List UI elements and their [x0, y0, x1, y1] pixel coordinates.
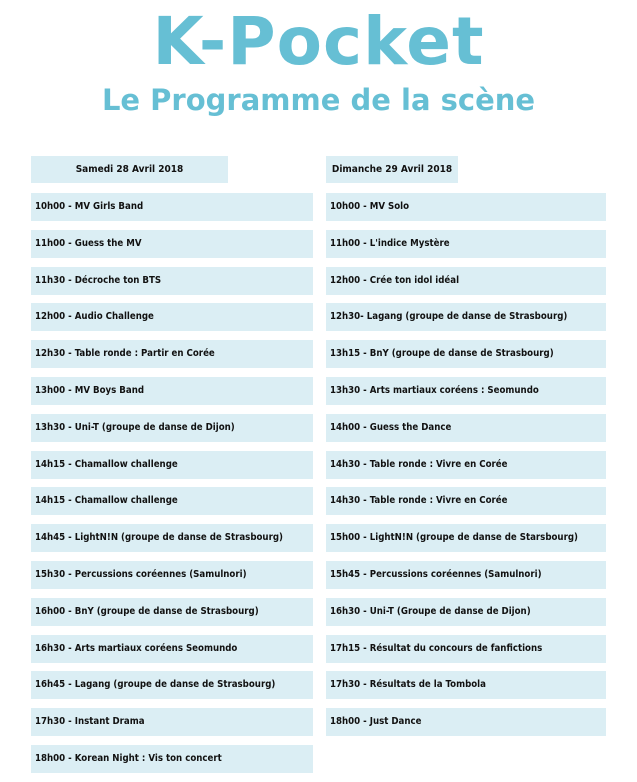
schedule-item: 16h00 - BnY (groupe de danse de Strasbourg) [31, 598, 313, 626]
schedule-item: 17h30 - Instant Drama [31, 708, 313, 736]
schedule-item: 15h45 - Percussions coréennes (Samulnori) [326, 561, 606, 589]
schedule-item: 18h00 - Korean Night : Vis ton concert [31, 745, 313, 773]
schedule-item: 14h15 - Chamallow challenge [31, 451, 313, 479]
schedule-item: 16h30 - Arts martiaux coréens Seomundo [31, 635, 313, 663]
saturday-column [31, 156, 313, 782]
schedule-item: 13h00 - MV Boys Band [31, 377, 313, 405]
schedule-item: 17h15 - Résultat du concours de fanfictions [326, 635, 606, 663]
schedule-item: 14h30 - Table ronde : Vivre en Corée [326, 487, 606, 515]
schedule-item: 16h30 - Uni-T (Groupe de danse de Dijon) [326, 598, 606, 626]
schedule-item: 13h30 - Arts martiaux coréens : Seomundo [326, 377, 606, 405]
page-subtitle: Le Programme de la scène [101, 83, 536, 117]
schedule-item: 14h00 - Guess the Dance [326, 414, 606, 442]
schedule-item: 13h30 - Uni-T (groupe de danse de Dijon) [31, 414, 313, 442]
schedule-item: 17h30 - Résultats de la Tombola [326, 671, 606, 699]
schedule-item: 12h30 - Table ronde : Partir en Corée [31, 340, 313, 368]
schedule-item: 11h00 - Guess the MV [31, 230, 313, 258]
schedule-item: 11h30 - Décroche ton BTS [31, 267, 313, 295]
schedule-item: 15h00 - LightN!N (groupe de danse de Starsbourg) [326, 524, 606, 552]
schedule-item: 13h15 - BnY (groupe de danse de Strasbourg) [326, 340, 606, 368]
schedule-item: 15h30 - Percussions coréennes (Samulnori) [31, 561, 313, 589]
saturday-schedule [31, 193, 313, 773]
sunday-column [326, 156, 606, 745]
schedule-item: 16h45 - Lagang (groupe de danse de Strasbourg) [31, 671, 313, 699]
page-title: K-Pocket [152, 3, 485, 80]
schedule-item: 14h30 - Table ronde : Vivre en Corée [326, 451, 606, 479]
sunday-header: Dimanche 29 Avril 2018 [326, 156, 458, 183]
sunday-schedule [326, 193, 606, 736]
schedule-item: 14h45 - LightN!N (groupe de danse de Strasbourg) [31, 524, 313, 552]
schedule-item: 14h15 - Chamallow challenge [31, 487, 313, 515]
schedule-item: 12h30- Lagang (groupe de danse de Strasbourg) [326, 303, 606, 331]
schedule-item: 12h00 - Audio Challenge [31, 303, 313, 331]
schedule-item: 10h00 - MV Solo [326, 193, 606, 221]
saturday-header: Samedi 28 Avril 2018 [31, 156, 228, 183]
schedule-item: 12h00 - Crée ton idol idéal [326, 267, 606, 295]
schedule-item: 11h00 - L'indice Mystère [326, 230, 606, 258]
schedule-item: 18h00 - Just Dance [326, 708, 606, 736]
schedule-item: 10h00 - MV Girls Band [31, 193, 313, 221]
